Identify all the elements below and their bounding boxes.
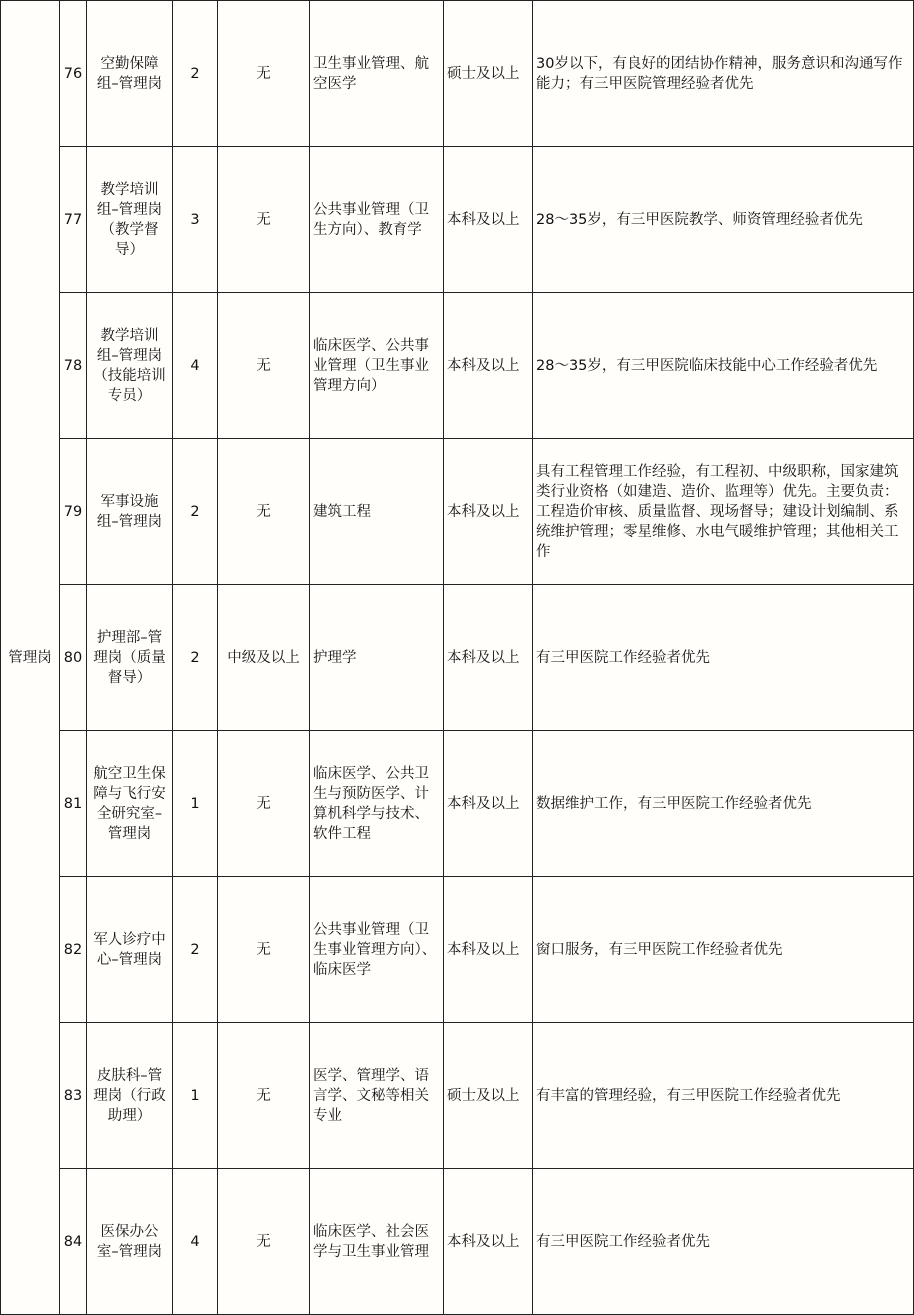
post-name: 教学培训组–管理岗（教学督导） bbox=[87, 147, 173, 293]
headcount: 4 bbox=[173, 293, 218, 439]
major: 护理学 bbox=[310, 585, 444, 731]
other-requirements: 28～35岁，有三甲医院临床技能中心工作经验者优先 bbox=[533, 293, 914, 439]
major: 公共事业管理（卫生方向）、教育学 bbox=[310, 147, 444, 293]
headcount: 1 bbox=[173, 731, 218, 877]
other-requirements: 窗口服务，有三甲医院工作经验者优先 bbox=[533, 877, 914, 1023]
major: 临床医学、公共卫生与预防医学、计算机科学与技术、软件工程 bbox=[310, 731, 444, 877]
major: 医学、管理学、语言学、文秘等相关专业 bbox=[310, 1023, 444, 1169]
other-requirements: 30岁以下，有良好的团结协作精神，服务意识和沟通写作能力；有三甲医院管理经验者优先 bbox=[533, 1, 914, 147]
row-number: 77 bbox=[60, 147, 87, 293]
education: 本科及以上 bbox=[444, 585, 533, 731]
education: 硕士及以上 bbox=[444, 1023, 533, 1169]
table-row bbox=[1, 1, 914, 147]
table-body bbox=[1, 1, 914, 1315]
post-name: 军人诊疗中心–管理岗 bbox=[87, 877, 173, 1023]
title-requirement: 无 bbox=[218, 731, 310, 877]
headcount: 4 bbox=[173, 1169, 218, 1315]
headcount: 2 bbox=[173, 439, 218, 585]
other-requirements: 28～35岁，有三甲医院教学、师资管理经验者优先 bbox=[533, 147, 914, 293]
row-number: 80 bbox=[60, 585, 87, 731]
major: 临床医学、社会医学与卫生事业管理 bbox=[310, 1169, 444, 1315]
row-number: 81 bbox=[60, 731, 87, 877]
table-row bbox=[1, 439, 914, 585]
row-number: 78 bbox=[60, 293, 87, 439]
row-number: 83 bbox=[60, 1023, 87, 1169]
education: 本科及以上 bbox=[444, 1169, 533, 1315]
title-requirement: 无 bbox=[218, 1, 310, 147]
title-requirement: 无 bbox=[218, 1169, 310, 1315]
table-row bbox=[1, 1169, 914, 1315]
major: 建筑工程 bbox=[310, 439, 444, 585]
post-name: 航空卫生保障与飞行安全研究室–管理岗 bbox=[87, 731, 173, 877]
headcount: 2 bbox=[173, 877, 218, 1023]
table-row bbox=[1, 147, 914, 293]
other-requirements: 数据维护工作，有三甲医院工作经验者优先 bbox=[533, 731, 914, 877]
row-number: 79 bbox=[60, 439, 87, 585]
title-requirement: 无 bbox=[218, 293, 310, 439]
title-requirement: 无 bbox=[218, 439, 310, 585]
title-requirement: 无 bbox=[218, 1023, 310, 1169]
other-requirements: 有三甲医院工作经验者优先 bbox=[533, 585, 914, 731]
major: 公共事业管理（卫生事业管理方向）、临床医学 bbox=[310, 877, 444, 1023]
row-number: 76 bbox=[60, 1, 87, 147]
major: 卫生事业管理、航空医学 bbox=[310, 1, 444, 147]
other-requirements: 具有工程管理工作经验，有工程初、中级职称，国家建筑类行业资格（如建造、造价、监理等）优先。主要负责：工程造价审核、质量监督、现场督导；建设计划编制、系统维护管理；零星维修、水电气暖维护管理；其他相关工作 bbox=[533, 439, 914, 585]
table-row bbox=[1, 877, 914, 1023]
education: 本科及以上 bbox=[444, 293, 533, 439]
title-requirement: 无 bbox=[218, 877, 310, 1023]
title-requirement: 无 bbox=[218, 147, 310, 293]
education: 本科及以上 bbox=[444, 731, 533, 877]
post-name: 军事设施组–管理岗 bbox=[87, 439, 173, 585]
education: 本科及以上 bbox=[444, 147, 533, 293]
other-requirements: 有三甲医院工作经验者优先 bbox=[533, 1169, 914, 1315]
major: 临床医学、公共事业管理（卫生事业管理方向） bbox=[310, 293, 444, 439]
row-number: 82 bbox=[60, 877, 87, 1023]
education: 本科及以上 bbox=[444, 877, 533, 1023]
headcount: 2 bbox=[173, 585, 218, 731]
post-name: 护理部–管理岗（质量督导） bbox=[87, 585, 173, 731]
post-name: 教学培训组–管理岗（技能培训专员） bbox=[87, 293, 173, 439]
table-row bbox=[1, 293, 914, 439]
post-name: 皮肤科–管理岗（行政助理） bbox=[87, 1023, 173, 1169]
post-name: 医保办公室–管理岗 bbox=[87, 1169, 173, 1315]
table-row bbox=[1, 731, 914, 877]
headcount: 1 bbox=[173, 1023, 218, 1169]
headcount: 3 bbox=[173, 147, 218, 293]
row-number: 84 bbox=[60, 1169, 87, 1315]
other-requirements: 有丰富的管理经验，有三甲医院工作经验者优先 bbox=[533, 1023, 914, 1169]
education: 本科及以上 bbox=[444, 439, 533, 585]
headcount: 2 bbox=[173, 1, 218, 147]
post-name: 空勤保障组–管理岗 bbox=[87, 1, 173, 147]
title-requirement: 中级及以上 bbox=[218, 585, 310, 731]
table-row bbox=[1, 585, 914, 731]
education: 硕士及以上 bbox=[444, 1, 533, 147]
category-cell: 管理岗 bbox=[1, 1, 60, 1315]
table-row bbox=[1, 1023, 914, 1169]
